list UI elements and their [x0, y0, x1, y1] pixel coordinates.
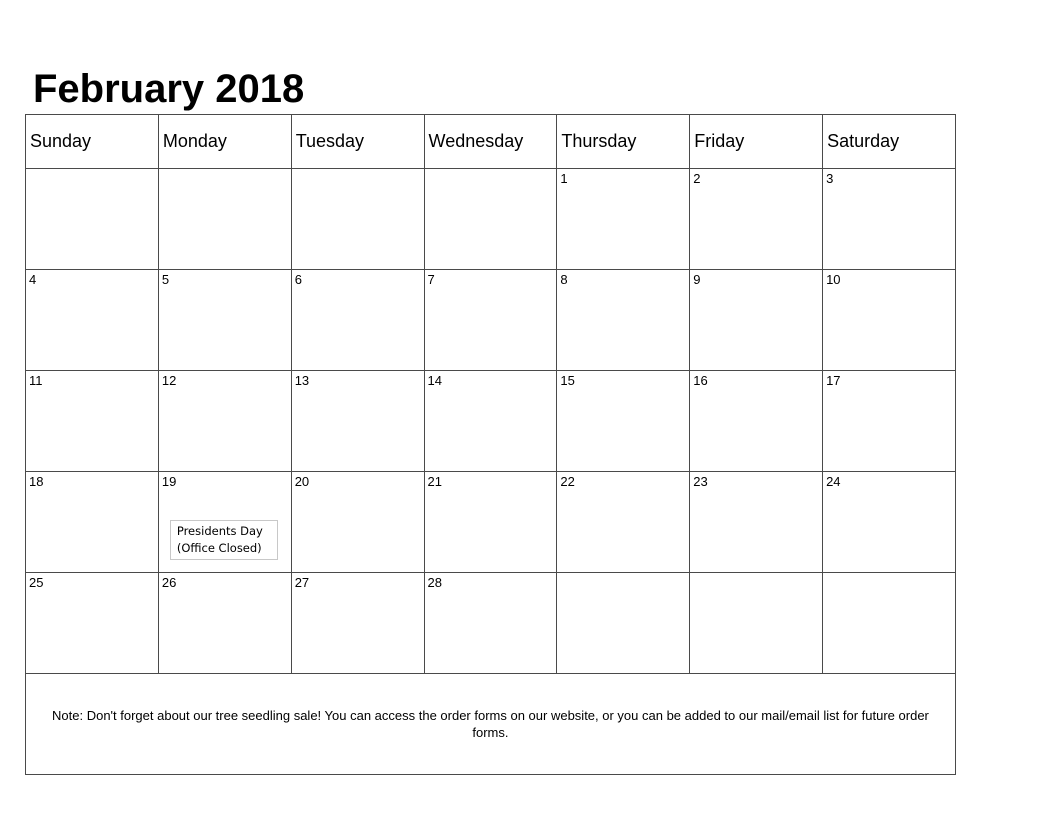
- day-cell: [291, 371, 424, 472]
- day-cell: [823, 270, 956, 371]
- day-cell: [291, 573, 424, 674]
- page-title: February 2018: [33, 67, 305, 111]
- day-cell: [26, 270, 159, 371]
- day-number: 28: [427, 575, 442, 590]
- day-number: 16: [693, 373, 708, 388]
- day-cell: [158, 169, 291, 270]
- day-number: 18: [29, 474, 44, 489]
- week-row: [26, 371, 956, 472]
- day-cell: [690, 270, 823, 371]
- day-number: [690, 573, 822, 576]
- day-number: 26: [161, 575, 177, 590]
- weekday-label: Sunday: [30, 131, 92, 151]
- day-number: 25: [29, 575, 44, 590]
- weekday-cell-thursday: [557, 115, 690, 169]
- day-number: 27: [294, 575, 310, 590]
- weekday-cell-saturday: [823, 115, 956, 169]
- day-cell: [158, 371, 291, 472]
- day-number: 20: [294, 474, 310, 489]
- day-number: [159, 169, 291, 172]
- weekday-cell-sunday: [26, 115, 159, 169]
- day-cell: [26, 371, 159, 472]
- day-number: 11: [29, 373, 43, 388]
- day-number: [557, 573, 689, 576]
- day-cell: [690, 573, 823, 674]
- day-cell: [424, 573, 557, 674]
- day-cell: [557, 573, 690, 674]
- day-cell: [424, 371, 557, 472]
- weekday-label: Saturday: [827, 131, 900, 151]
- day-cell: [291, 270, 424, 371]
- day-cell: [26, 169, 159, 270]
- day-number: 21: [427, 474, 442, 489]
- weekday-label: Tuesday: [295, 131, 365, 151]
- day-number: [292, 169, 424, 172]
- day-number: 7: [427, 272, 435, 287]
- day-number: 12: [161, 373, 177, 388]
- day-number: 22: [560, 474, 575, 489]
- day-number: 1: [560, 171, 568, 186]
- weekday-label: Wednesday: [428, 131, 524, 151]
- weekday-label: Monday: [162, 131, 227, 151]
- day-cell: [823, 169, 956, 270]
- weekday-cell-tuesday: [291, 115, 424, 169]
- day-cell: [557, 270, 690, 371]
- note-row: [26, 674, 956, 775]
- day-number: 4: [29, 272, 37, 287]
- calendar-grid: [25, 114, 956, 775]
- day-cell: [424, 169, 557, 270]
- day-number: 5: [161, 272, 170, 287]
- weekday-cell-wednesday: [424, 115, 557, 169]
- day-cell: [690, 169, 823, 270]
- day-cell: [690, 371, 823, 472]
- day-number: 10: [826, 272, 841, 287]
- day-cell: [557, 472, 690, 573]
- week-row: [26, 472, 956, 573]
- day-number: 17: [826, 373, 841, 388]
- day-number: 6: [294, 272, 302, 287]
- week-row: [26, 169, 956, 270]
- day-cell: [291, 472, 424, 573]
- week-row: [26, 573, 956, 674]
- day-cell: [424, 472, 557, 573]
- day-number: 3: [826, 171, 834, 186]
- day-cell: [158, 472, 291, 573]
- day-cell: [26, 573, 159, 674]
- day-number: [425, 169, 557, 172]
- day-cell: [291, 169, 424, 270]
- day-cell: [26, 472, 159, 573]
- day-number: 23: [693, 474, 708, 489]
- day-number: [823, 573, 955, 576]
- week-row: [26, 270, 956, 371]
- day-cell: [557, 169, 690, 270]
- day-number: [26, 169, 158, 172]
- day-number: 19: [161, 474, 177, 489]
- day-number: 8: [560, 272, 568, 287]
- weekday-cell-friday: [690, 115, 823, 169]
- day-number: 13: [294, 373, 310, 388]
- day-cell: [823, 573, 956, 674]
- day-cell: [557, 371, 690, 472]
- day-number: 24: [826, 474, 841, 489]
- note-text: Note: Don't forget about our tree seedling sale! You can access the order forms on our website, or you can be added to our mail/email list for future order forms.: [52, 708, 929, 740]
- day-cell: [158, 270, 291, 371]
- weekday-cell-monday: [158, 115, 291, 169]
- day-cell: [690, 472, 823, 573]
- day-cell: [158, 573, 291, 674]
- event-title: Presidents Day: [176, 524, 263, 538]
- day-number: 14: [427, 373, 442, 388]
- weekday-label: Thursday: [561, 131, 637, 151]
- day-number: 15: [560, 373, 575, 388]
- day-number: 9: [693, 272, 701, 287]
- day-number: 2: [693, 171, 701, 186]
- event-subtitle: (Office Closed): [176, 541, 262, 555]
- note-cell: [26, 674, 956, 775]
- event-box-presidents-day: [170, 520, 278, 560]
- weekday-header-row: [26, 115, 956, 169]
- day-cell: [823, 472, 956, 573]
- day-cell: [823, 371, 956, 472]
- weekday-label: Friday: [694, 131, 745, 151]
- day-cell: [424, 270, 557, 371]
